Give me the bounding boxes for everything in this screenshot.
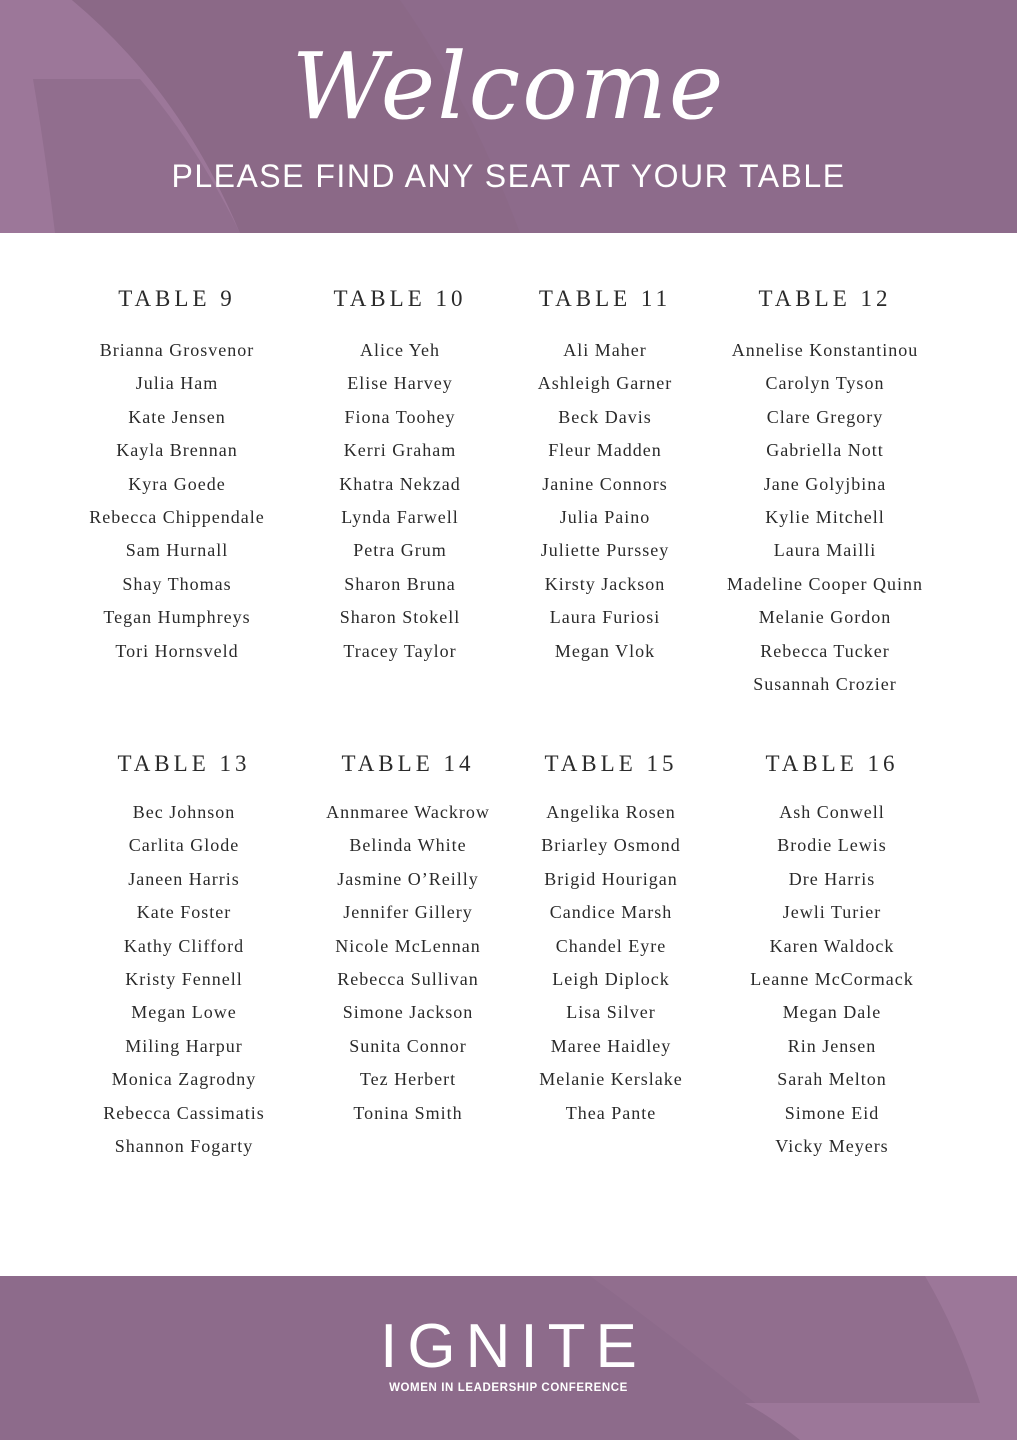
header-banner [0,0,1017,233]
guest-name: Tracey Taylor [343,640,457,661]
guest-name: Fleur Madden [548,440,662,461]
guest-name: Brodie Lewis [777,835,887,856]
guest-name: Jasmine O’Reilly [337,868,479,889]
guest-name: Lisa Silver [566,1002,656,1023]
guest-name: Gabriella Nott [766,440,884,461]
guest-name: Sharon Bruna [344,573,456,594]
guest-name: Rebecca Chippendale [89,506,265,527]
guest-name: Janeen Harris [128,868,240,889]
table-heading: TABLE 10 [333,286,467,311]
guest-name: Brigid Hourigan [544,868,678,889]
guest-name: Beck Davis [558,406,652,427]
guest-name: Karen Waldock [769,935,895,956]
guest-name: Kirsty Jackson [544,573,666,594]
table-12 [705,284,945,701]
guest-name: Jennifer Gillery [343,902,473,923]
guest-name: Belinda White [349,835,467,856]
guest-name: Tori Hornsveld [115,640,239,661]
guest-name: Sam Hurnall [125,540,229,561]
guest-name: Kyra Goede [128,473,226,494]
guest-name: Megan Vlok [554,640,656,661]
guest-name: Monica Zagrodny [111,1069,257,1090]
table-heading: TABLE 16 [765,751,899,776]
guest-name: Kylie Mitchell [765,506,885,527]
guest-name: Jane Golyjbina [763,473,887,494]
guest-name: Melanie Kerslake [539,1069,683,1090]
guest-name: Nicole McLennan [335,935,481,956]
table-heading: TABLE 9 [118,286,236,311]
guest-list [485,334,725,668]
guest-name: Laura Furiosi [549,607,661,628]
guest-name: Tez Herbert [359,1069,457,1090]
welcome-script-title: Welcome [291,33,726,140]
guest-name: Alice Yeh [360,340,440,360]
guest-list [705,334,945,701]
guest-name: Briarley Osmond [541,835,681,856]
table-heading: TABLE 13 [117,751,251,776]
guest-name: Laura Mailli [773,540,877,561]
guest-name: Simone Jackson [342,1002,474,1023]
guest-name: Candice Marsh [549,902,673,923]
table-10 [280,284,520,668]
guest-name: Leanne McCormack [750,968,914,989]
guest-name: Melanie Gordon [758,607,892,628]
guest-name: Khatra Nekzad [339,473,461,494]
guest-name: Annelise Konstantinou [731,340,919,360]
guest-name: Lynda Farwell [341,506,459,527]
table-11 [485,284,725,668]
guest-name: Chandel Eyre [555,935,667,956]
guest-name: Ash Conwell [779,802,885,822]
guest-name: Janine Connors [542,473,668,494]
guest-name: Petra Grum [353,540,447,561]
guest-list [64,796,304,1163]
guest-name: Thea Pante [565,1102,657,1123]
guest-name: Maree Haidley [550,1035,672,1056]
guest-list [491,796,731,1130]
guest-name: Dre Harris [788,868,876,889]
ignite-logo: IGNITE [380,1312,647,1381]
guest-name: Ali Maher [563,340,647,360]
guest-name: Kathy Clifford [123,935,245,956]
guest-name: Ashleigh Garner [537,373,673,394]
guest-name: Sarah Melton [777,1069,887,1090]
guest-list [57,334,297,668]
guest-list [280,334,520,668]
guest-name: Megan Dale [782,1002,882,1023]
table-heading: TABLE 11 [538,286,672,311]
guest-name: Kate Jensen [128,406,226,427]
table-heading: TABLE 15 [544,751,678,776]
guest-name: Rin Jensen [787,1035,877,1056]
guest-name: Julia Paino [559,506,651,527]
guest-name: Julia Ham [135,373,219,394]
table-heading: TABLE 12 [758,286,892,311]
guest-name: Angelika Rosen [546,802,676,822]
guest-name: Carlita Glode [128,835,240,856]
guest-name: Shay Thomas [122,573,232,594]
table-13 [64,749,304,1163]
seating-instruction: PLEASE FIND ANY SEAT AT YOUR TABLE [171,158,846,194]
guest-name: Carolyn Tyson [765,373,885,394]
guest-name: Fiona Toohey [344,406,456,427]
guest-name: Jewli Turier [782,902,882,923]
guest-name: Tegan Humphreys [103,607,251,628]
guest-name: Annmaree Wackrow [326,802,490,822]
table-9 [57,284,297,668]
guest-name: Madeline Cooper Quinn [727,573,923,594]
guest-name: Rebecca Cassimatis [103,1102,265,1123]
guest-name: Simone Eid [784,1102,880,1123]
guest-name: Vicky Meyers [775,1135,889,1156]
guest-name: Kate Foster [136,902,232,923]
guest-name: Rebecca Sullivan [337,968,479,989]
guest-name: Clare Gregory [766,406,884,427]
guest-name: Rebecca Tucker [760,640,890,661]
table-16 [712,749,952,1163]
guest-name: Shannon Fogarty [114,1135,254,1156]
guest-name: Sunita Connor [349,1035,467,1056]
guest-name: Sharon Stokell [339,607,461,628]
guest-name: Kerri Graham [343,440,457,461]
guest-name: Leigh Diplock [552,968,670,989]
guest-name: Brianna Grosvenor [99,340,255,360]
table-heading: TABLE 14 [341,751,475,776]
guest-name: Tonina Smith [353,1102,463,1123]
guest-list [712,796,952,1163]
guest-name: Kayla Brennan [116,440,238,461]
guest-name: Juliette Purssey [540,540,670,561]
guest-name: Megan Lowe [131,1002,237,1023]
guest-name: Kristy Fennell [125,968,243,989]
conference-tagline: WOMEN IN LEADERSHIP CONFERENCE [389,1382,628,1394]
guest-name: Bec Johnson [132,802,236,822]
table-15 [491,749,731,1130]
guest-name: Susannah Crozier [753,673,897,694]
guest-name: Miling Harpur [125,1035,243,1056]
guest-name: Elise Harvey [347,373,453,394]
